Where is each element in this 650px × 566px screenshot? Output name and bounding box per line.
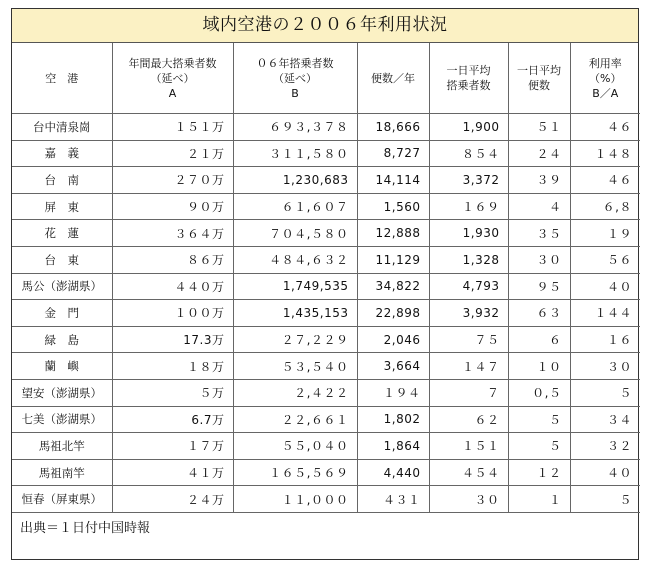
utilization-rate-cell: ４０: [570, 273, 640, 300]
utilization-rate-cell: ３２: [570, 433, 640, 460]
airport-name-cell: 花 蓮: [12, 220, 112, 247]
airport-name-cell: 金 門: [12, 300, 112, 327]
max-capacity-cell: １８万: [112, 353, 233, 380]
header-daily-flights: [508, 43, 570, 114]
daily-flights-cell: １０: [508, 353, 570, 380]
table-row: [12, 167, 640, 194]
header-line: （延べ）: [273, 71, 317, 85]
passengers-2006-cell: ６１,６０７: [233, 193, 357, 220]
table-title: 域内空港の２００６年利用状況: [12, 9, 638, 43]
header-flights-per-year: [357, 43, 429, 114]
table-row: [12, 486, 640, 513]
header-line: 搭乗者数: [446, 79, 491, 92]
max-capacity-cell: ３６４万: [112, 220, 233, 247]
daily-passengers-cell: 1,328: [429, 246, 508, 273]
header-line: 空 港: [45, 71, 79, 85]
table-row: [12, 300, 640, 327]
table-row: [12, 379, 640, 406]
daily-flights-cell: ６３: [508, 300, 570, 327]
airport-name-cell: 緑 島: [12, 326, 112, 353]
daily-passengers-cell: 1,900: [429, 114, 508, 141]
table-row: [12, 246, 640, 273]
max-capacity-cell: １７万: [112, 433, 233, 460]
flights-per-year-cell: １９４: [357, 379, 429, 406]
flights-per-year-cell: 8,727: [357, 140, 429, 167]
airport-name-cell: 恒春（屏東県）: [12, 486, 112, 513]
table-row: [12, 406, 640, 433]
passengers-2006-cell: ２７,２２９: [233, 326, 357, 353]
header-airport: [12, 43, 112, 114]
max-capacity-cell: ４４０万: [112, 273, 233, 300]
flights-per-year-cell: 1,864: [357, 433, 429, 460]
max-capacity-cell: ２４万: [112, 486, 233, 513]
passengers-2006-cell: １１,０００: [233, 486, 357, 513]
airport-name-cell: 嘉 義: [12, 140, 112, 167]
flights-per-year-cell: 1,560: [357, 193, 429, 220]
utilization-rate-cell: ６,８: [570, 193, 640, 220]
flights-per-year-cell: ４３１: [357, 486, 429, 513]
header-line: ０６年搭乗者数: [256, 56, 334, 70]
daily-flights-cell: ２４: [508, 140, 570, 167]
daily-passengers-cell: 3,932: [429, 300, 508, 327]
table-row: [12, 220, 640, 247]
daily-flights-cell: １２: [508, 459, 570, 486]
header-line: （延べ）: [150, 71, 195, 85]
passengers-2006-cell: ４８４,６３２: [233, 246, 357, 273]
flights-per-year-cell: 12,888: [357, 220, 429, 247]
utilization-rate-cell: ５６: [570, 246, 640, 273]
utilization-rate-cell: ３４: [570, 406, 640, 433]
flights-per-year-cell: 22,898: [357, 300, 429, 327]
max-capacity-cell: 6.7万: [112, 406, 233, 433]
table-row: [12, 459, 640, 486]
daily-passengers-cell: 3,372: [429, 167, 508, 194]
airport-name-cell: 七美（澎湖県）: [12, 406, 112, 433]
daily-passengers-cell: １６９: [429, 193, 508, 220]
header-max-capacity: [112, 43, 233, 114]
passengers-2006-cell: ２,４２２: [233, 379, 357, 406]
utilization-rate-cell: ４６: [570, 167, 640, 194]
passengers-2006-cell: ７０４,５８０: [233, 220, 357, 247]
flights-per-year-cell: 4,440: [357, 459, 429, 486]
table-row: [12, 193, 640, 220]
daily-flights-cell: ３９: [508, 167, 570, 194]
daily-passengers-cell: ３０: [429, 486, 508, 513]
daily-flights-cell: ６: [508, 326, 570, 353]
airport-name-cell: 馬公（澎湖県）: [12, 273, 112, 300]
passengers-2006-cell: ２２,６６１: [233, 406, 357, 433]
airport-name-cell: 台中清泉崗: [12, 114, 112, 141]
utilization-rate-cell: ４０: [570, 459, 640, 486]
utilization-rate-cell: ５: [570, 486, 640, 513]
flights-per-year-cell: 11,129: [357, 246, 429, 273]
flights-per-year-cell: 2,046: [357, 326, 429, 353]
passengers-2006-cell: 1,230,683: [233, 167, 357, 194]
table-row: [12, 353, 640, 380]
flights-per-year-cell: 1,802: [357, 406, 429, 433]
table-row: [12, 114, 640, 141]
max-capacity-cell: １００万: [112, 300, 233, 327]
daily-flights-cell: ５: [508, 406, 570, 433]
utilization-rate-cell: １４８: [570, 140, 640, 167]
flights-per-year-cell: 14,114: [357, 167, 429, 194]
utilization-rate-cell: ３０: [570, 353, 640, 380]
header-row: [12, 43, 640, 114]
utilization-rate-cell: １４４: [570, 300, 640, 327]
passengers-2006-cell: 1,749,535: [233, 273, 357, 300]
daily-flights-cell: ５１: [508, 114, 570, 141]
passengers-2006-cell: ６９３,３７８: [233, 114, 357, 141]
daily-passengers-cell: 4,793: [429, 273, 508, 300]
airport-name-cell: 台 南: [12, 167, 112, 194]
utilization-rate-cell: １６: [570, 326, 640, 353]
table-row: [12, 326, 640, 353]
utilization-rate-cell: ４６: [570, 114, 640, 141]
flights-per-year-cell: 18,666: [357, 114, 429, 141]
header-line: （%）: [589, 71, 622, 85]
table-row: [12, 140, 640, 167]
daily-flights-cell: ９５: [508, 273, 570, 300]
daily-passengers-cell: ６２: [429, 406, 508, 433]
passengers-2006-cell: １６５,５６９: [233, 459, 357, 486]
header-line: 一日平均: [517, 64, 561, 77]
max-capacity-cell: ９０万: [112, 193, 233, 220]
passengers-2006-cell: ３１１,５８０: [233, 140, 357, 167]
table-row: [12, 433, 640, 460]
daily-passengers-cell: ４５４: [429, 459, 508, 486]
header-passengers-2006: [233, 43, 357, 114]
daily-flights-cell: ０,５: [508, 379, 570, 406]
airport-usage-table-frame: [11, 8, 639, 560]
utilization-rate-cell: ５: [570, 379, 640, 406]
daily-flights-cell: ５: [508, 433, 570, 460]
daily-flights-cell: １: [508, 486, 570, 513]
airport-name-cell: 望安（澎湖県）: [12, 379, 112, 406]
header-line: 年間最大搭乗者数: [128, 56, 217, 70]
daily-flights-cell: ４: [508, 193, 570, 220]
header-line: 一日平均: [446, 64, 491, 77]
max-capacity-cell: １５１万: [112, 114, 233, 141]
daily-passengers-cell: ８５４: [429, 140, 508, 167]
table-body: [12, 114, 640, 513]
flights-per-year-cell: 34,822: [357, 273, 429, 300]
max-capacity-cell: 17.3万: [112, 326, 233, 353]
passengers-2006-cell: 1,435,153: [233, 300, 357, 327]
max-capacity-cell: ８６万: [112, 246, 233, 273]
utilization-rate-cell: １９: [570, 220, 640, 247]
header-daily-passengers: [429, 43, 508, 114]
daily-flights-cell: ３０: [508, 246, 570, 273]
daily-passengers-cell: ７５: [429, 326, 508, 353]
daily-passengers-cell: １５１: [429, 433, 508, 460]
table-row: [12, 273, 640, 300]
max-capacity-cell: ４１万: [112, 459, 233, 486]
header-line: B: [291, 86, 299, 100]
airport-name-cell: 蘭 嶼: [12, 353, 112, 380]
header-line: B／A: [592, 86, 619, 100]
airport-name-cell: 台 東: [12, 246, 112, 273]
header-utilization: [570, 43, 640, 114]
header-line: A: [168, 86, 177, 100]
header-line: 便数: [528, 79, 550, 92]
airport-name-cell: 馬祖南竿: [12, 459, 112, 486]
daily-flights-cell: ３５: [508, 220, 570, 247]
header-line: 利用率: [588, 56, 622, 70]
daily-passengers-cell: ７: [429, 379, 508, 406]
passengers-2006-cell: ５３,５４０: [233, 353, 357, 380]
header-line: 便数／年: [371, 71, 415, 85]
max-capacity-cell: ５万: [112, 379, 233, 406]
airport-usage-table: [12, 43, 640, 513]
daily-passengers-cell: 1,930: [429, 220, 508, 247]
source-note: 出典＝１日付中国時報: [20, 520, 151, 536]
passengers-2006-cell: ５５,０４０: [233, 433, 357, 460]
airport-name-cell: 屏 東: [12, 193, 112, 220]
max-capacity-cell: ２１万: [112, 140, 233, 167]
daily-passengers-cell: １４７: [429, 353, 508, 380]
max-capacity-cell: ２７０万: [112, 167, 233, 194]
airport-name-cell: 馬祖北竿: [12, 433, 112, 460]
flights-per-year-cell: 3,664: [357, 353, 429, 380]
